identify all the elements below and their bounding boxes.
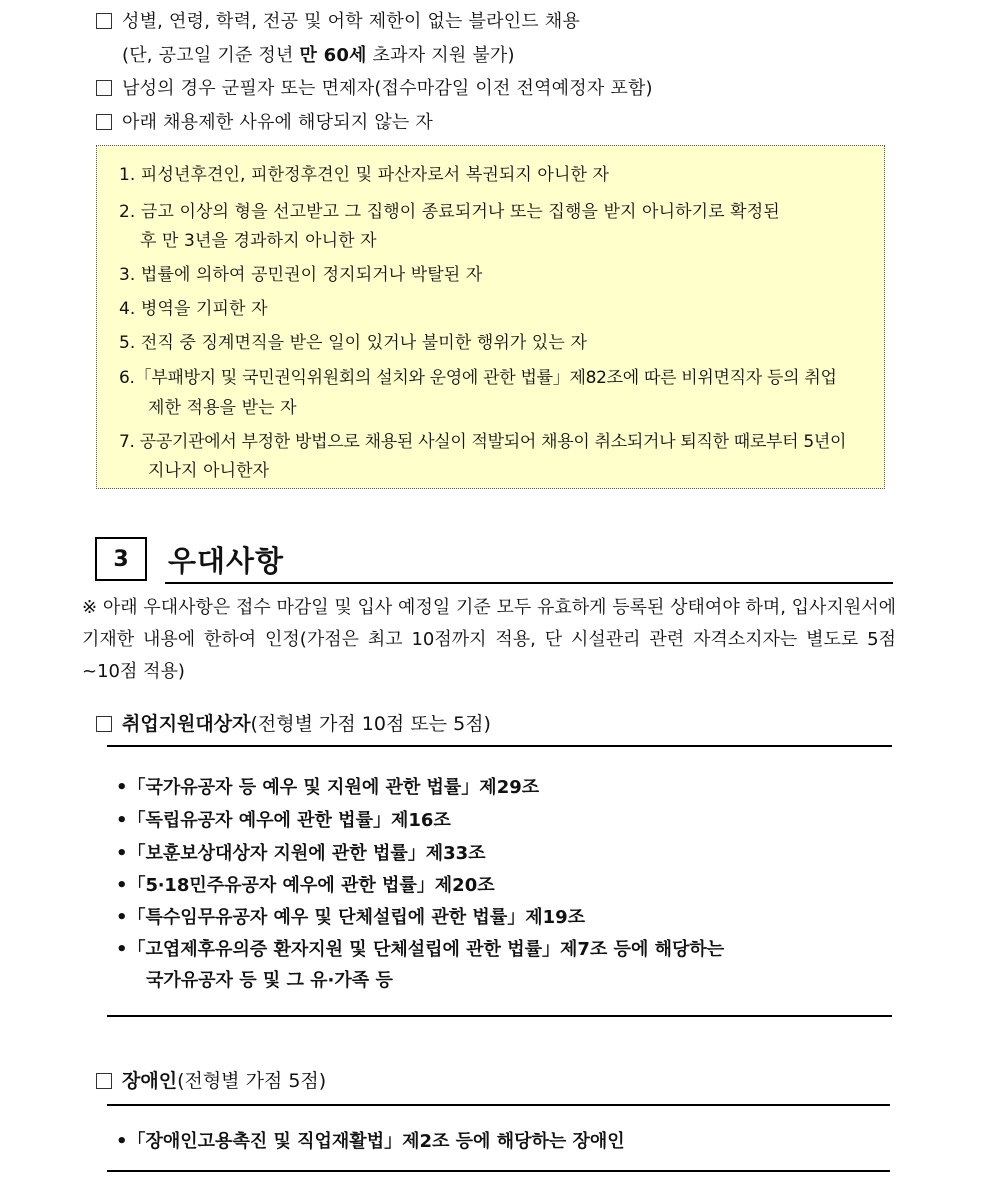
- restriction-item: 7. 공공기관에서 부정한 방법으로 채용된 사실이 적발되어 채용이 취소되거나 퇴직한 때로부터 5년이: [119, 432, 847, 452]
- divider: [107, 1170, 890, 1172]
- restriction-item: 1. 피성년후견인, 피한정후견인 및 파산자로서 복권되지 아니한 자: [119, 165, 610, 185]
- heading-rest: (전형별 가점 10점 또는 5점): [250, 713, 491, 735]
- requirement-text: 아래 채용제한 사유에 해당되지 않는 자: [122, 112, 434, 133]
- restriction-item: 2. 금고 이상의 형을 선고받고 그 집행이 종료되거나 또는 집행을 받지 아니하기로 확정된: [119, 202, 780, 222]
- law-bullet: •「5‧18민주유공자 예우에 관한 법률」제20조: [116, 875, 495, 896]
- requirement-blind-hiring: [96, 7, 580, 33]
- heading-bold: 장애인: [122, 1070, 178, 1092]
- age-note-prefix: (단, 공고일 기준 정년: [122, 45, 300, 66]
- checkbox-icon: [96, 114, 112, 130]
- requirement-text: 성별, 연령, 학력, 전공 및 어학 제한이 없는 블라인드 채용: [122, 11, 580, 32]
- restriction-item: 5. 전직 중 징계면직을 받은 일이 있거나 불미한 행위가 있는 자: [119, 333, 587, 353]
- divider: [107, 745, 892, 747]
- requirement-age-note: [122, 41, 515, 67]
- section-underline: [165, 582, 893, 584]
- heading-rest: (전형별 가점 5점): [177, 1070, 327, 1092]
- age-limit: 만 60세: [299, 45, 367, 66]
- employment-support-heading: [96, 709, 491, 736]
- restriction-item-cont: 후 만 3년을 경과하지 아니한 자: [140, 231, 377, 251]
- law-bullet: •「장애인고용촉진 및 직업재활법」제2조 등에 해당하는 장애인: [116, 1131, 625, 1152]
- checkbox-icon: [96, 716, 112, 732]
- law-bullet: •「보훈보상대상자 지원에 관한 법률」제33조: [116, 843, 486, 864]
- requirement-military: [96, 74, 653, 100]
- checkbox-icon: [96, 80, 112, 96]
- law-bullet: •「특수임무유공자 예우 및 단체설립에 관한 법률」제19조: [116, 907, 586, 928]
- law-bullet: •「독립유공자 예우에 관한 법률」제16조: [116, 810, 451, 831]
- requirement-text: 남성의 경우 군필자 또는 면제자(접수마감일 이전 전역예정자 포함): [122, 78, 653, 99]
- section-number: 3: [95, 537, 147, 581]
- age-note-suffix: 초과자 지원 불가): [366, 45, 515, 66]
- restriction-item: 6.「부패방지 및 국민권익위원회의 설치와 운영에 관한 법률」제82조에 따른 비위면직자 등의 취업: [119, 368, 837, 388]
- restriction-item-cont: 제한 적용을 받는 자: [148, 398, 297, 418]
- checkbox-icon: [96, 1073, 112, 1089]
- restriction-item-cont: 지나지 아니한자: [148, 461, 270, 481]
- law-bullet: •「국가유공자 등 예우 및 지원에 관한 법률」제29조: [116, 777, 540, 798]
- restriction-item: 3. 법률에 의하여 공민권이 정지되거나 박탈된 자: [119, 265, 483, 285]
- law-bullet-cont: 국가유공자 등 및 그 유·가족 등: [146, 970, 393, 991]
- divider: [107, 1015, 892, 1017]
- law-bullet: •「고엽제후유의증 환자지원 및 단체설립에 관한 법률」제7조 등에 해당하는: [116, 939, 725, 960]
- restriction-item: 4. 병역을 기피한 자: [119, 299, 268, 319]
- checkbox-icon: [96, 13, 112, 29]
- disabled-heading: [96, 1066, 326, 1093]
- heading-bold: 취업지원대상자: [122, 713, 251, 735]
- section-title: 우대사항: [168, 544, 285, 578]
- requirement-no-restriction: [96, 108, 433, 134]
- preference-note: ※ 아래 우대사항은 접수 마감일 및 입사 예정일 기준 모두 유효하게 등록된 상태여야 하며, 입사지원서에 기재한 내용에 한하여 인정(가점은 최고 10점까지 적용, 단 시설관리 관련 자격소지자는 별도로 5점~10점 적용): [82, 597, 896, 682]
- divider: [107, 1104, 890, 1106]
